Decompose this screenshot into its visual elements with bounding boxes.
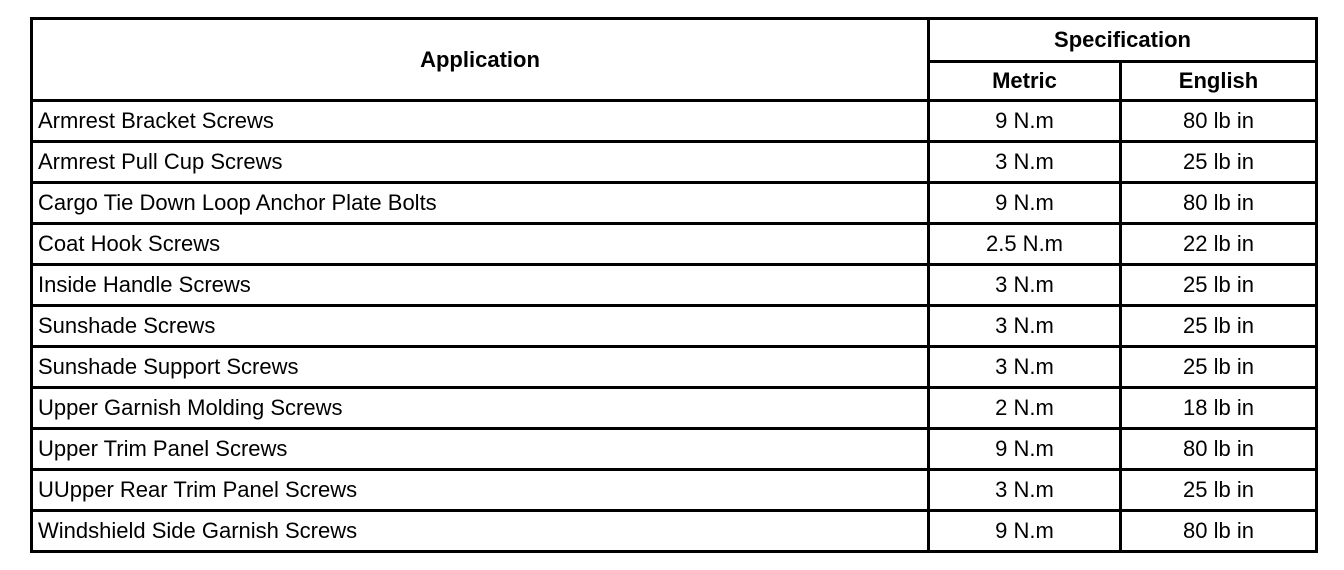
table-row <box>32 183 1317 224</box>
table-row <box>32 101 1317 142</box>
application-cell: Sunshade Screws <box>32 306 929 347</box>
application-cell: Armrest Bracket Screws <box>32 101 929 142</box>
application-cell: Cargo Tie Down Loop Anchor Plate Bolts <box>32 183 929 224</box>
application-cell: Upper Trim Panel Screws <box>32 429 929 470</box>
table-row <box>32 265 1317 306</box>
table-row <box>32 224 1317 265</box>
english-cell: 25 lb in <box>1121 142 1317 183</box>
english-cell: 25 lb in <box>1121 265 1317 306</box>
application-header: Application <box>32 19 929 101</box>
english-cell: 25 lb in <box>1121 470 1317 511</box>
table-body <box>32 101 1317 552</box>
english-cell: 80 lb in <box>1121 183 1317 224</box>
application-cell: Inside Handle Screws <box>32 265 929 306</box>
english-cell: 80 lb in <box>1121 101 1317 142</box>
table-row <box>32 429 1317 470</box>
metric-cell: 9 N.m <box>929 429 1121 470</box>
english-cell: 25 lb in <box>1121 347 1317 388</box>
application-cell: Upper Garnish Molding Screws <box>32 388 929 429</box>
table-row <box>32 142 1317 183</box>
table-row <box>32 470 1317 511</box>
metric-cell: 9 N.m <box>929 101 1121 142</box>
application-cell: Windshield Side Garnish Screws <box>32 511 929 552</box>
application-cell: Armrest Pull Cup Screws <box>32 142 929 183</box>
metric-cell: 3 N.m <box>929 142 1121 183</box>
application-cell: UUpper Rear Trim Panel Screws <box>32 470 929 511</box>
metric-cell: 2.5 N.m <box>929 224 1121 265</box>
english-cell: 80 lb in <box>1121 429 1317 470</box>
metric-cell: 3 N.m <box>929 347 1121 388</box>
english-header: English <box>1121 62 1317 101</box>
metric-cell: 9 N.m <box>929 183 1121 224</box>
table-row <box>32 511 1317 552</box>
english-cell: 18 lb in <box>1121 388 1317 429</box>
metric-cell: 3 N.m <box>929 265 1121 306</box>
metric-header: Metric <box>929 62 1121 101</box>
english-cell: 25 lb in <box>1121 306 1317 347</box>
metric-cell: 3 N.m <box>929 306 1121 347</box>
table-header <box>32 19 1317 101</box>
header-row-top <box>32 19 1317 62</box>
metric-cell: 2 N.m <box>929 388 1121 429</box>
metric-cell: 3 N.m <box>929 470 1121 511</box>
application-cell: Sunshade Support Screws <box>32 347 929 388</box>
application-cell: Coat Hook Screws <box>32 224 929 265</box>
english-cell: 80 lb in <box>1121 511 1317 552</box>
torque-specification-table <box>30 17 1318 553</box>
table-row <box>32 347 1317 388</box>
table-row <box>32 388 1317 429</box>
table-row <box>32 306 1317 347</box>
english-cell: 22 lb in <box>1121 224 1317 265</box>
specification-header: Specification <box>929 19 1317 62</box>
metric-cell: 9 N.m <box>929 511 1121 552</box>
